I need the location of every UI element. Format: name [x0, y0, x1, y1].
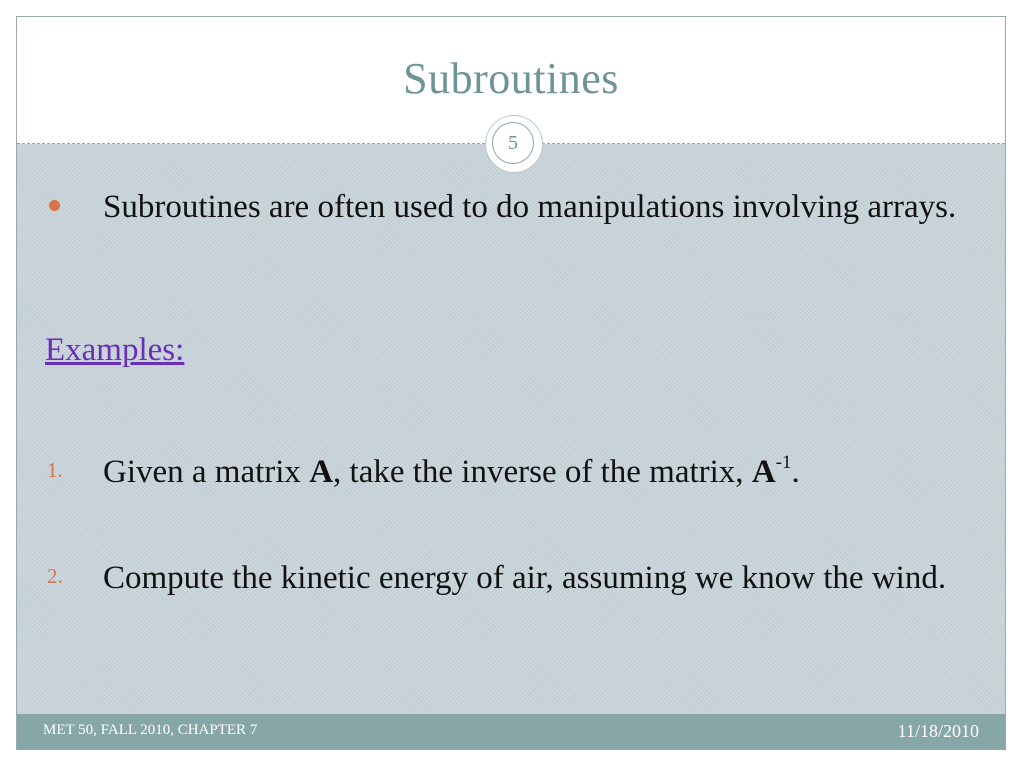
- inverse-superscript: -1: [775, 452, 792, 473]
- slide-title: Subroutines: [403, 54, 619, 103]
- slide-content: [17, 144, 1005, 716]
- item-text-after: .: [791, 454, 800, 490]
- examples-heading-link[interactable]: Examples:: [45, 332, 185, 368]
- page-number-badge: [486, 116, 542, 172]
- slide-footer: [17, 714, 1005, 749]
- matrix-a-symbol: A: [309, 454, 334, 490]
- numbered-item-marker: 1.: [47, 458, 63, 482]
- page-number: 5: [492, 122, 534, 164]
- slide-frame: [16, 16, 1006, 750]
- bullet-icon: [49, 200, 60, 211]
- numbered-item-marker: 2.: [47, 564, 63, 588]
- bullet-text: Subroutines are often used to do manipulations involving arrays.: [103, 189, 957, 225]
- item-text-middle: , take the inverse of the matrix,: [333, 454, 752, 490]
- numbered-item-text: Compute the kinetic energy of air, assuming we know the wind.: [103, 560, 947, 596]
- numbered-item-text: [103, 450, 988, 494]
- item-text-before: Given a matrix: [103, 454, 310, 490]
- footer-course-label: MET 50, FALL 2010, CHAPTER 7: [43, 722, 258, 738]
- matrix-inverse-symbol: A: [751, 454, 776, 490]
- footer-date: 11/18/2010: [897, 721, 979, 741]
